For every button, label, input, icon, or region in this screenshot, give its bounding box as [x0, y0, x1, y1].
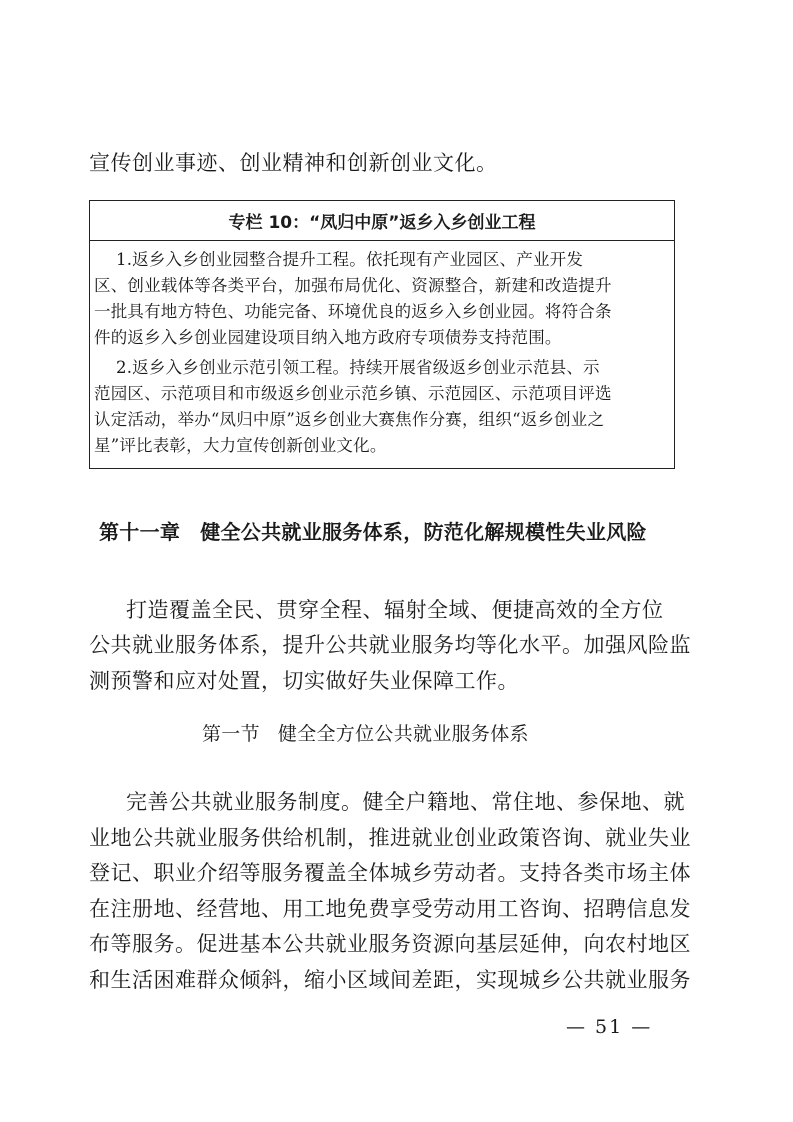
chapter-heading: [99, 517, 647, 547]
feature-box: [89, 200, 675, 469]
box-line: 区、创业载体等各类平台，加强布局优化、资源整合，新建和改造提升: [94, 276, 612, 295]
box-divider: [90, 240, 674, 241]
paragraph-line: 布等服务。促进基本公共就业服务资源向基层延伸，向农村地区: [89, 932, 691, 956]
chapter-number: 第十一章: [99, 520, 181, 544]
box-line: 1.返乡入乡创业园整合提升工程。依托现有产业园区、产业开发: [116, 250, 584, 269]
paragraph-line: 完善公共就业服务制度。健全户籍地、常住地、参保地、就: [126, 790, 685, 814]
intro-line: 宣传创业事迹、创业精神和创新创业文化。: [89, 151, 498, 175]
page-number: — 51 —: [566, 1016, 653, 1038]
box-line: 一批具有地方特色、功能完备、环境优良的返乡入乡创业园。将符合条: [94, 302, 612, 321]
box-title: 专栏 10：“凤归中原”返乡入乡创业工程: [228, 213, 536, 233]
box-line: 认定活动，举办“凤归中原”返乡创业大赛焦作分赛，组织“返乡创业之: [94, 410, 605, 429]
paragraph-line: 在注册地、经营地、用工地免费享受劳动用工咨询、招聘信息发: [89, 897, 691, 921]
box-line: 件的返乡入乡创业园建设项目纳入地方政府专项债券支持范围。: [94, 328, 562, 347]
paragraph-line: 和生活困难群众倾斜，缩小区域间差距，实现城乡公共就业服务: [89, 968, 691, 992]
section-number: 第一节: [202, 723, 260, 745]
section-title: 健全全方位公共就业服务体系: [277, 723, 529, 745]
paragraph-line: 业地公共就业服务供给机制，推进就业创业政策咨询、就业失业: [89, 826, 691, 850]
box-line: 星”评比表彰，大力宣传创新创业文化。: [94, 436, 387, 455]
paragraph-line: 测预警和应对处置，切实做好失业保障工作。: [89, 669, 519, 693]
paragraph-line: 登记、职业介绍等服务覆盖全体城乡劳动者。支持各类市场主体: [89, 861, 691, 885]
section-heading: [202, 720, 529, 748]
paragraph-line: 公共就业服务体系，提升公共就业服务均等化水平。加强风险监: [89, 633, 691, 657]
box-line: 2.返乡入乡创业示范引领工程。持续开展省级返乡创业示范县、示: [116, 358, 600, 377]
chapter-title: 健全公共就业服务体系，防范化解规模性失业风险: [200, 520, 647, 544]
box-line: 范园区、示范项目和市级返乡创业示范乡镇、示范园区、示范项目评选: [94, 384, 612, 403]
paragraph-line: 打造覆盖全民、贯穿全程、辐射全域、便捷高效的全方位: [126, 598, 664, 622]
